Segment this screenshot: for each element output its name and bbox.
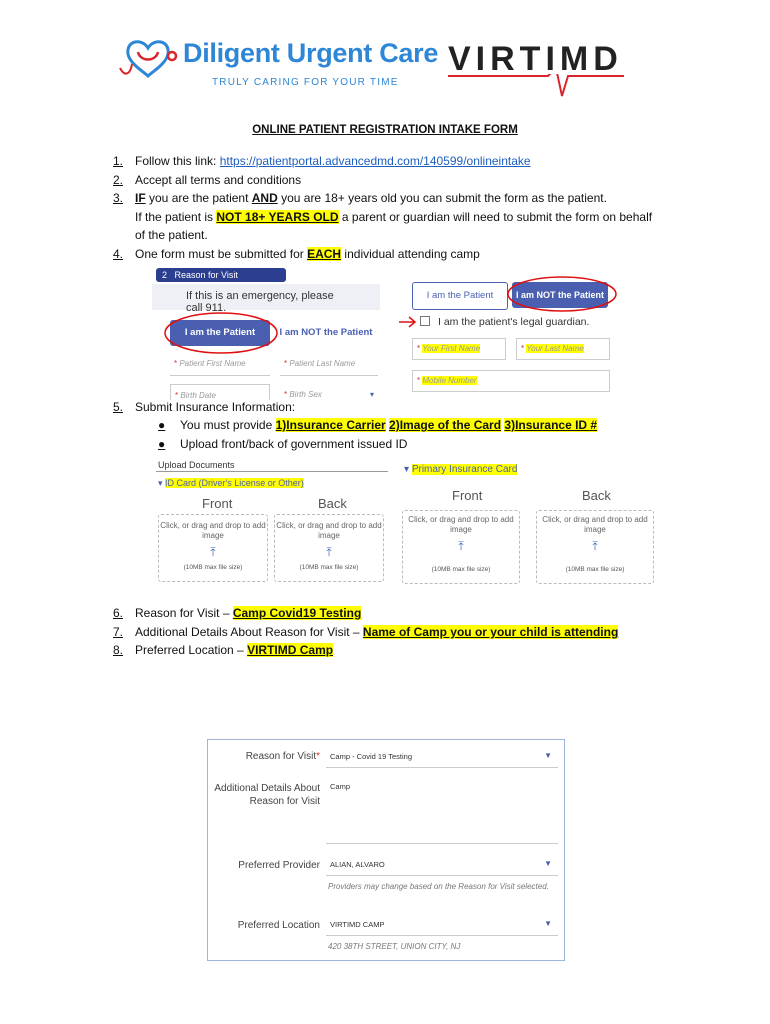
location-address: 420 38TH STREET, UNION CITY, NJ	[328, 942, 461, 951]
upload-arrow-icon: ⤒	[458, 539, 464, 553]
chevron-down-icon: ▼	[544, 751, 552, 760]
diligent-tagline: TRULY CARING FOR YOUR TIME	[212, 77, 399, 88]
id-back-dropzone[interactable]: Click, or drag and drop to add image ⤒ (10MB max file size)	[274, 514, 384, 582]
insurance-front-label: Front	[452, 488, 483, 503]
upload-documents-heading: Upload Documents	[158, 460, 235, 470]
birth-date-field[interactable]: * Birth Date	[170, 384, 270, 400]
guardian-i-am-not-patient-button[interactable]: I am NOT the Patient	[512, 282, 608, 308]
upload-arrow-icon: ⤒	[326, 545, 332, 559]
provider-label: Preferred Provider	[238, 860, 320, 871]
step-4: 4. One form must be submitted for EACH individual attending camp	[113, 247, 480, 261]
registration-link[interactable]: https://patientportal.advancedmd.com/140599/onlineintake	[219, 154, 531, 168]
diligent-brand-name: Diligent Urgent Care	[183, 38, 439, 68]
heartbeat-line-icon	[448, 74, 624, 100]
insurance-upload-screenshot	[400, 462, 656, 586]
emergency-notice: If this is an emergency, please call 911.	[152, 284, 380, 310]
form-title: ONLINE PATIENT REGISTRATION INTAKE FORM	[252, 124, 518, 136]
step-7: 7. Additional Details About Reason for Visit – Name of Camp you or your child is attending	[113, 625, 619, 639]
id-front-dropzone[interactable]: Click, or drag and drop to add image ⤒ (10MB max file size)	[158, 514, 268, 582]
insurance-card-section[interactable]: ▾ Primary Insurance Card	[404, 464, 518, 475]
step-8: 8. Preferred Location – VIRTIMD Camp	[113, 643, 334, 657]
i-am-not-patient-button[interactable]: I am NOT the Patient	[279, 327, 373, 338]
guardian-checkbox-label: I am the patient's legal guardian.	[438, 316, 590, 328]
highlight-circle-icon	[162, 310, 280, 356]
visit-details-screenshot	[207, 739, 565, 961]
patient-first-name-field[interactable]: * Patient First Name	[170, 354, 270, 376]
heart-stethoscope-logo-icon	[118, 38, 182, 80]
birth-sex-field[interactable]: * Birth Sex ▾	[284, 390, 374, 399]
id-front-label: Front	[202, 496, 233, 511]
upload-arrow-icon: ⤒	[592, 539, 598, 553]
mobile-number-field[interactable]: * Mobile Number	[412, 370, 610, 392]
virtimd-brand-name: VIRTIMD	[448, 40, 623, 78]
step-3-cont: If the patient is NOT 18+ YEARS OLD a parent or guardian will need to submit the form on behalf	[135, 210, 653, 224]
arrow-right-icon	[398, 315, 418, 329]
step-1: 1. Follow this link: https://patientportal.advancedmd.com/140599/onlineintake	[113, 154, 531, 168]
id-back-label: Back	[318, 496, 347, 511]
highlight-circle-icon	[506, 275, 618, 313]
id-upload-screenshot	[156, 458, 388, 584]
insurance-back-label: Back	[582, 488, 611, 503]
provider-select[interactable]: ALIAN, ALVARO ▼	[326, 854, 558, 876]
step-6: 6. Reason for Visit – Camp Covid19 Testing	[113, 606, 362, 620]
your-first-name-field[interactable]: * Your First Name	[412, 338, 506, 360]
divider	[156, 471, 388, 472]
provider-help-text: Providers may change based on the Reason for Visit selected.	[328, 882, 549, 891]
reason-select[interactable]: Camp - Covid 19 Testing ▼	[326, 746, 558, 768]
id-card-section[interactable]: ▾ ID Card (Driver's License or Other)	[158, 478, 304, 488]
patient-last-name-field[interactable]: * Patient Last Name	[280, 354, 378, 376]
chevron-down-icon: ▼	[544, 859, 552, 868]
step-5-bullet-2: ● Upload front/back of government issued ID	[158, 437, 408, 451]
reason-label: Reason for Visit*	[245, 751, 320, 762]
step-3: 3. IF you are the patient AND you are 18+ years old you can submit the form as the patient.	[113, 191, 607, 205]
location-label: Preferred Location	[237, 920, 320, 931]
step-5: 5. Submit Insurance Information:	[113, 400, 296, 414]
guardian-checkbox[interactable]	[420, 316, 430, 326]
details-label: Additional Details About Reason for Visit	[214, 783, 320, 807]
step-2: 2. Accept all terms and conditions	[113, 173, 302, 187]
details-textarea[interactable]: Camp	[326, 776, 558, 844]
insurance-back-dropzone[interactable]: Click, or drag and drop to add image ⤒ (10MB max file size)	[536, 510, 654, 584]
location-select[interactable]: VIRTIMD CAMP ▼	[326, 914, 558, 936]
upload-arrow-icon: ⤒	[210, 545, 216, 559]
step-3-cont2: of the patient.	[135, 228, 208, 242]
reason-for-visit-bar: 2 Reason for Visit	[156, 268, 286, 282]
guardian-i-am-patient-button[interactable]: I am the Patient	[412, 282, 508, 310]
chevron-down-icon: ▼	[544, 919, 552, 928]
i-am-patient-button[interactable]: I am the Patient	[170, 320, 270, 346]
chevron-down-icon: ▾	[369, 390, 374, 399]
insurance-front-dropzone[interactable]: Click, or drag and drop to add image ⤒ (10MB max file size)	[402, 510, 520, 584]
your-last-name-field[interactable]: * Your Last Name	[516, 338, 610, 360]
step-5-bullet-1: ● You must provide 1)Insurance Carrier 2)Image of the Card 3)Insurance ID #	[158, 418, 598, 432]
